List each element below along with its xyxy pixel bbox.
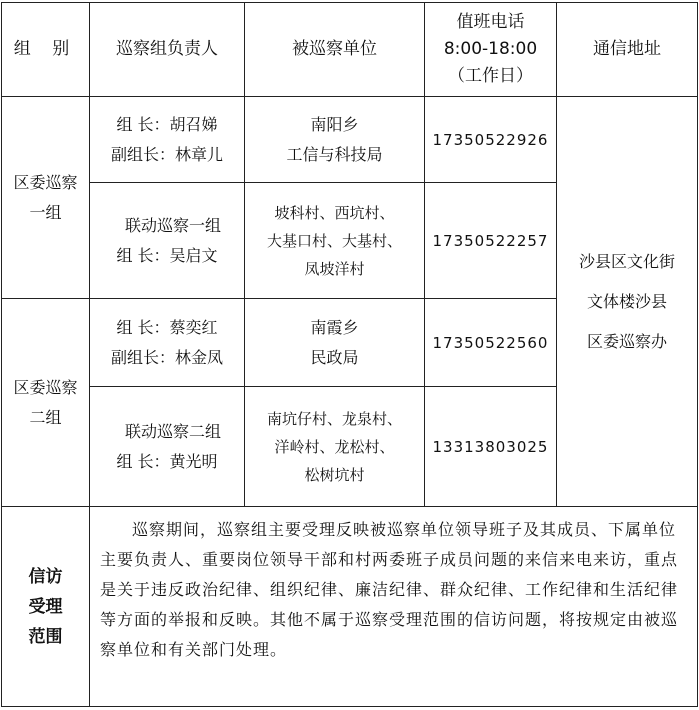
- address-cell: [557, 97, 698, 507]
- header-row: [2, 3, 698, 97]
- header-leader: 巡察组负责人: [90, 3, 245, 97]
- unit-cell: [245, 97, 425, 183]
- leader-cell: [90, 183, 245, 299]
- unit-line: 南坑仔村、龙泉村、: [266, 409, 402, 428]
- unit-line: 凤坡洋村: [304, 259, 365, 278]
- leader-cell: [90, 387, 245, 507]
- group-name-line: 区委巡察: [13, 172, 78, 192]
- phone-cell: 17350522560: [425, 299, 557, 387]
- leader-line: 副组长：林金凤: [110, 347, 223, 367]
- header-address: 通信地址: [557, 3, 698, 97]
- address-line: 区委巡察办: [586, 331, 667, 351]
- address-line: 文体楼沙县: [586, 291, 667, 311]
- unit-cell: [245, 387, 425, 507]
- leader-line: 组 长：胡召娣: [116, 114, 218, 134]
- unit-line: 南霞乡: [310, 317, 359, 337]
- scope-label: [2, 507, 90, 707]
- group-name-line: 一组: [29, 202, 62, 222]
- leader-line: 组 长：吴启文: [116, 245, 218, 265]
- unit-line: 工信与科技局: [286, 144, 383, 164]
- header-phone-days: （工作日）: [448, 66, 533, 86]
- phone-cell: 17350522257: [425, 183, 557, 299]
- phone-cell: 13313803025: [425, 387, 557, 507]
- table-row: [2, 97, 698, 183]
- phone-cell: 17350522926: [425, 97, 557, 183]
- leader-cell: [90, 299, 245, 387]
- inspection-schedule-table: [1, 2, 698, 707]
- header-phone-title: 值班电话: [456, 12, 525, 32]
- unit-line: 民政局: [310, 347, 359, 367]
- unit-cell: [245, 299, 425, 387]
- scope-row: [2, 507, 698, 707]
- address-line: 沙县区文化街: [578, 251, 675, 271]
- leader-line: 副组长：林章儿: [110, 144, 223, 164]
- unit-line: 坡科村、西坑村、: [274, 203, 395, 222]
- header-group: 组 别: [2, 3, 90, 97]
- scope-label-line: 受理: [28, 596, 63, 617]
- group-name-line: 区委巡察: [13, 377, 78, 397]
- leader-cell: [90, 97, 245, 183]
- leader-line: 组 长：黄光明: [116, 451, 218, 471]
- header-unit: 被巡察单位: [245, 3, 425, 97]
- header-phone-hours: 8:00-18:00: [443, 39, 538, 59]
- scope-label-line: 范围: [28, 626, 63, 647]
- scope-text: 巡察期间，巡察组主要受理反映被巡察单位领导班子及其成员、下属单位主要负责人、重要岗位领导干部和村两委班子成员问题的来信来电来访，重点是关于违反政治纪律、组织纪律、廉洁纪律、群众纪律、工作纪律和生活纪律等方面的举报和反映。其他不属于巡察受理范围的信访问题，将按规定由被巡察单位和有关部门处理。: [90, 507, 698, 707]
- unit-line: 松树坑村: [304, 465, 365, 484]
- leader-line: 联动巡察一组: [124, 215, 221, 235]
- unit-cell: [245, 183, 425, 299]
- group-name-2: [2, 299, 90, 507]
- unit-line: 大基口村、大基村、: [266, 231, 402, 250]
- unit-line: 南阳乡: [310, 114, 359, 134]
- header-phone: [425, 3, 557, 97]
- leader-line: 组 长：蔡奕红: [116, 317, 218, 337]
- leader-line: 联动巡察二组: [124, 421, 221, 441]
- unit-line: 洋岭村、龙松村、: [274, 437, 395, 456]
- scope-label-line: 信访: [28, 566, 63, 587]
- group-name-1: [2, 97, 90, 299]
- group-name-line: 二组: [29, 407, 62, 427]
